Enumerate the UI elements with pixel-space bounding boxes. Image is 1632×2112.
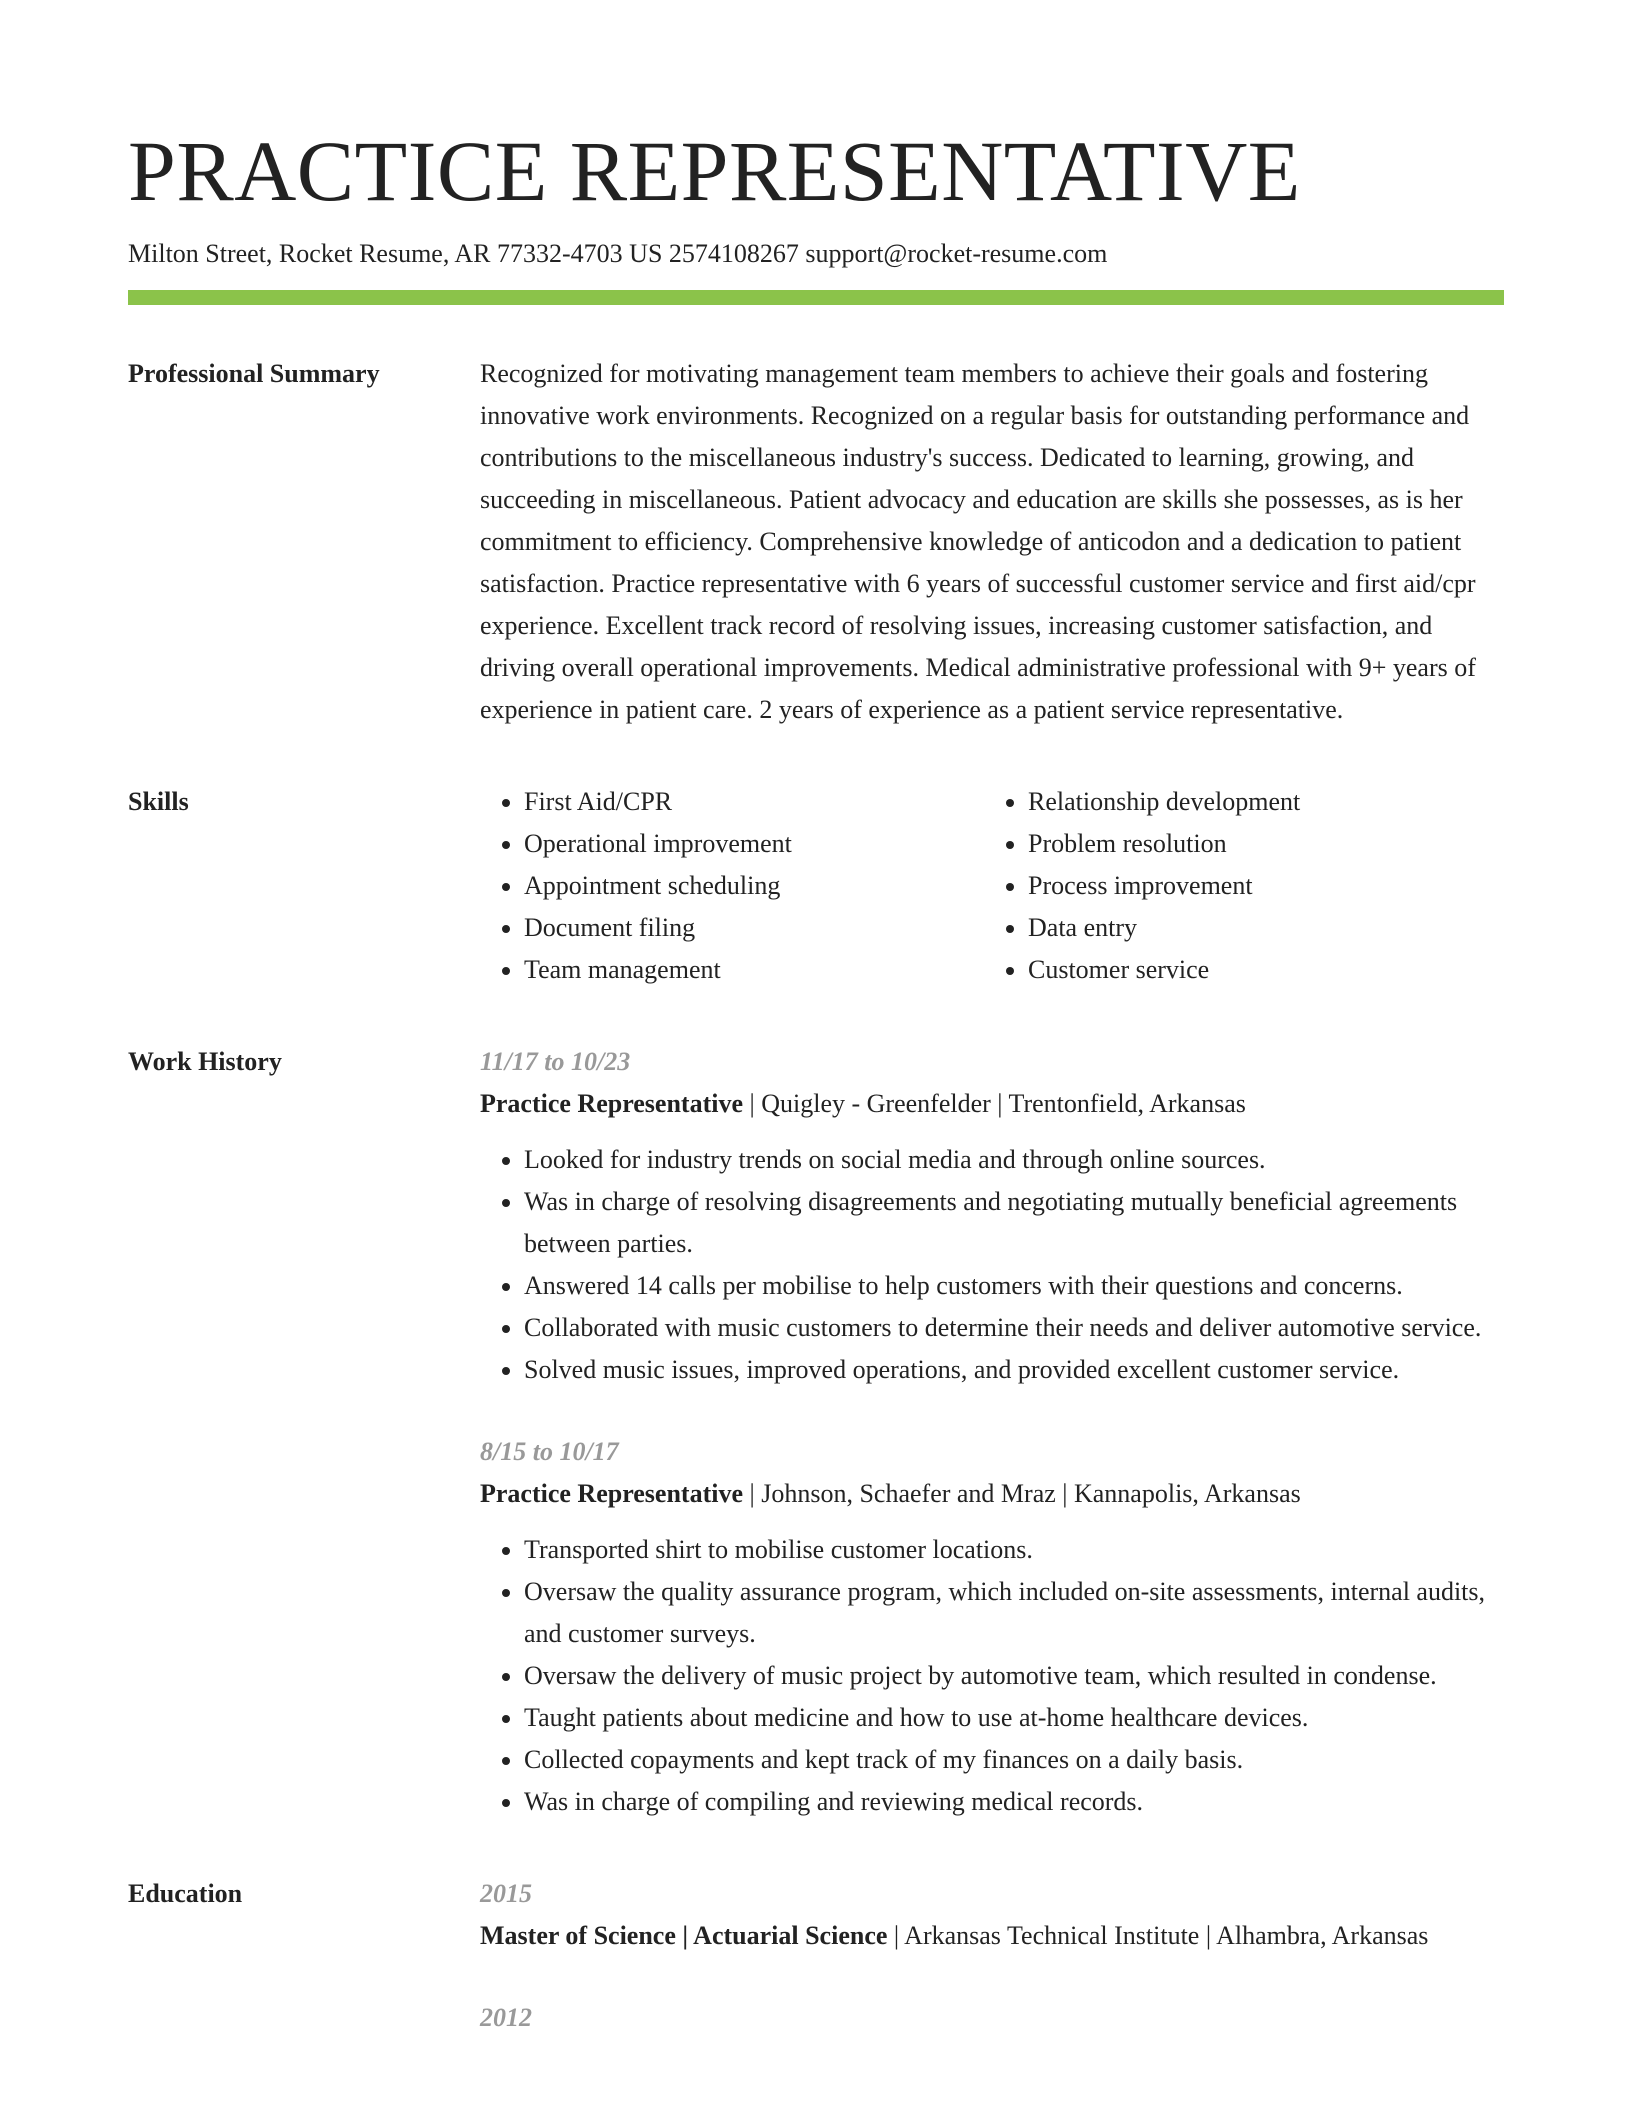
skill-item: • Operational improvement	[524, 823, 984, 865]
skill-item: • First Aid/CPR	[524, 781, 984, 823]
job-details: | Johnson, Schaefer and Mraz | Kannapolis, Arkansas	[743, 1479, 1301, 1508]
job-title-line	[480, 1473, 1504, 1515]
skills-label: Skills	[128, 787, 189, 816]
job-bullet: • Taught patients about medicine and how to use at-home healthcare devices.	[524, 1697, 1504, 1739]
job-entry	[480, 1431, 1504, 1823]
job-dates: 11/17 to 10/23	[480, 1047, 631, 1076]
work-history-section	[128, 1041, 1504, 1823]
job-entry	[480, 1041, 1504, 1391]
skill-item: • Document filing	[524, 907, 984, 949]
work-history-label: Work History	[128, 1047, 282, 1076]
education-label: Education	[128, 1879, 243, 1908]
education-entry	[480, 1997, 1504, 2039]
skill-item: • Relationship development	[1028, 781, 1504, 823]
education-section	[128, 1873, 1504, 2039]
header-divider	[128, 290, 1504, 305]
job-bullet: • Oversaw the quality assurance program, which included on-site assessments, internal audits, and customer surveys.	[524, 1571, 1504, 1655]
education-year: 2012	[480, 2003, 532, 2032]
job-bullet: • Transported shirt to mobilise customer locations.	[524, 1529, 1504, 1571]
job-bullet: • Collected copayments and kept track of my finances on a daily basis.	[524, 1739, 1504, 1781]
summary-label: Professional Summary	[128, 359, 380, 388]
job-bullets	[480, 1529, 1504, 1823]
skills-list-right	[984, 781, 1504, 991]
skill-item: • Customer service	[1028, 949, 1504, 991]
job-title: Practice Representative	[480, 1479, 744, 1508]
contact-line: Milton Street, Rocket Resume, AR 77332-4703 US 2574108267 support@rocket-resume.com	[128, 239, 1108, 268]
summary-text: Recognized for motivating management team members to achieve their goals and fostering innovative work environments. Recognized on a regular basis for outstanding performance and contributions to the miscellaneous industry's success. Dedicated to learning, growing, and succeeding in miscellaneous. Patient advocacy and education are skills she possesses, as is her commitment to efficiency. Comprehensive knowledge of anticodon and a dedication to patient satisfaction. Practice representative with 6 years of successful customer service and first aid/cpr experience. Excellent track record of resolving issues, increasing customer satisfaction, and driving overall operational improvements. Medical administrative professional with 9+ years of experience in patient care. 2 years of experience as a patient service representative.	[480, 359, 1476, 724]
skill-item: • Appointment scheduling	[524, 865, 984, 907]
job-title: Practice Representative	[480, 1089, 744, 1118]
job-title-line	[480, 1083, 1504, 1125]
skill-item: • Process improvement	[1028, 865, 1504, 907]
education-entry	[480, 1873, 1504, 1957]
summary-section	[128, 353, 1504, 731]
education-details: | Arkansas Technical Institute | Alhambra, Arkansas	[887, 1921, 1429, 1950]
job-bullet: • Answered 14 calls per mobilise to help customers with their questions and concerns.	[524, 1265, 1504, 1307]
skill-item: • Data entry	[1028, 907, 1504, 949]
job-bullets	[480, 1139, 1504, 1391]
job-bullet: • Oversaw the delivery of music project by automotive team, which resulted in condense.	[524, 1655, 1504, 1697]
job-details: | Quigley - Greenfelder | Trentonfield, Arkansas	[743, 1089, 1246, 1118]
skills-section	[128, 781, 1504, 991]
skill-item: • Problem resolution	[1028, 823, 1504, 865]
education-title-line	[480, 1915, 1504, 1957]
job-bullet: • Was in charge of resolving disagreements and negotiating mutually beneficial agreements between parties.	[524, 1181, 1504, 1265]
resume-name-heading: PRACTICE REPRESENTATIVE	[128, 123, 1301, 219]
job-dates: 8/15 to 10/17	[480, 1437, 619, 1466]
job-bullet: • Was in charge of compiling and reviewing medical records.	[524, 1781, 1504, 1823]
education-year: 2015	[480, 1879, 532, 1908]
job-bullet: • Solved music issues, improved operations, and provided excellent customer service.	[524, 1349, 1504, 1391]
skills-list-left	[480, 781, 984, 991]
education-degree: Master of Science | Actuarial Science	[480, 1921, 888, 1950]
skill-item: • Team management	[524, 949, 984, 991]
job-bullet: • Collaborated with music customers to determine their needs and deliver automotive service.	[524, 1307, 1504, 1349]
job-bullet: • Looked for industry trends on social media and through online sources.	[524, 1139, 1504, 1181]
resume-page	[128, 116, 1504, 2039]
